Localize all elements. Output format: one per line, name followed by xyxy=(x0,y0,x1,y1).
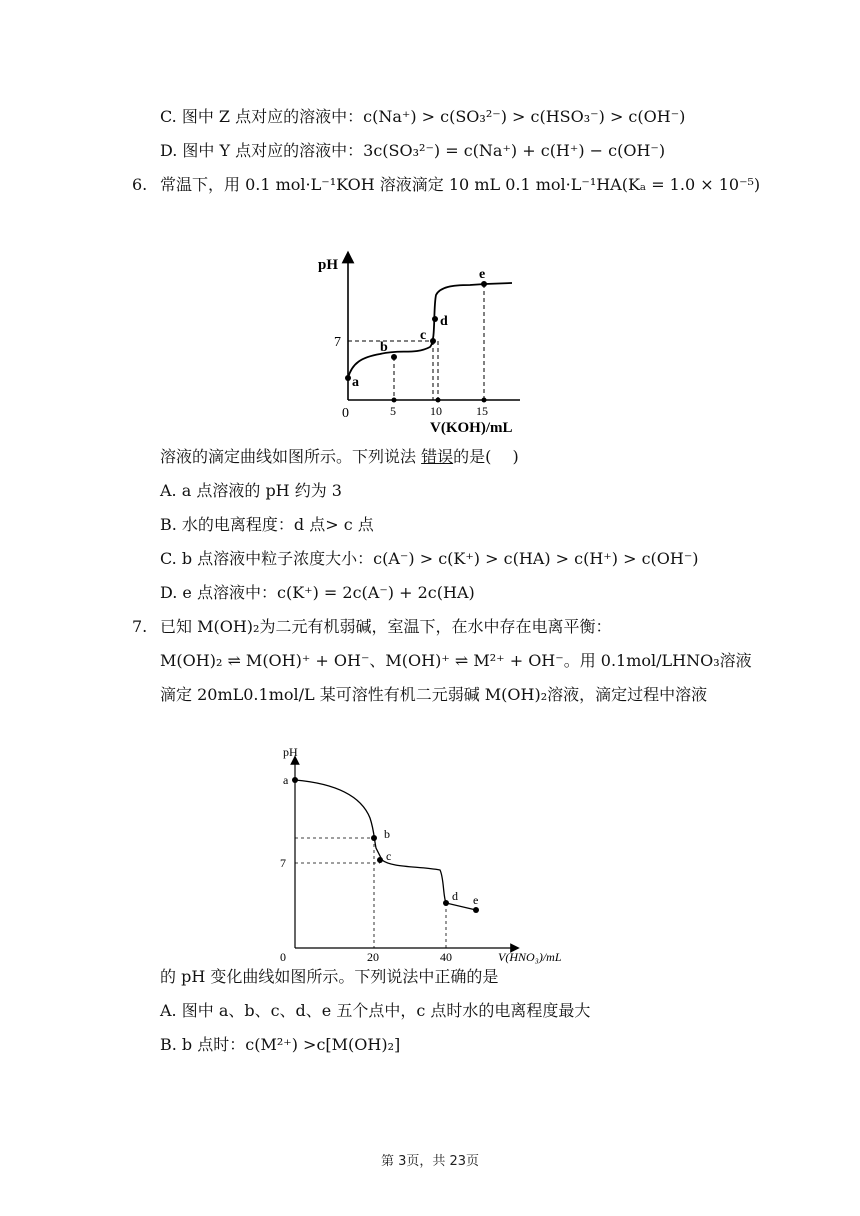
q6-stem-continued: 溶液的滴定曲线如图所示。下列说法 错误的是( ) xyxy=(160,447,519,466)
q6-origin: 0 xyxy=(342,406,349,421)
q7-label-e: e xyxy=(473,893,479,907)
q6-label-b: b xyxy=(380,340,388,355)
q6-titration-figure xyxy=(300,245,570,445)
q7-option-a: A. 图中 a、b、c、d、e 五个点中，c 点时水的电离程度最大 xyxy=(160,1001,591,1020)
q7-x-label: V(HNO₃)/mL xyxy=(498,950,562,964)
q6-curve xyxy=(348,283,512,378)
q6-option-b: B. 水的电离程度：d 点> c 点 xyxy=(160,515,374,534)
q6-point-b xyxy=(391,354,397,360)
q7-stem-line1: 已知 M(OH)₂为二元有机弱碱，室温下，在水中存在电离平衡： xyxy=(160,617,612,636)
q7-option-b: B. b 点时：c(M²⁺) >c[M(OH)₂] xyxy=(160,1035,401,1054)
q6-y-label: pH xyxy=(318,257,339,273)
q7-point-c xyxy=(377,857,383,863)
q6-xtick-5: 5 xyxy=(390,404,396,418)
q7-stem-line2: M(OH)₂ ⇌ M(OH)⁺ + OH⁻、M(OH)⁺ ⇌ M²⁺ + OH⁻。用 0.1mol/LHNO₃溶液 xyxy=(160,651,752,670)
q7-point-b xyxy=(371,835,377,841)
q7-point-d xyxy=(443,900,449,906)
q6-option-d: D. e 点溶液中：c(K⁺) = 2c(A⁻) + 2c(HA) xyxy=(160,583,475,602)
q6-xtick-10: 10 xyxy=(430,404,442,418)
q6-xtick-15: 15 xyxy=(476,404,488,418)
q7-curve xyxy=(295,780,479,910)
q5-option-c: C. 图中 Z 点对应的溶液中：c(Na⁺) > c(SO₃²⁻) > c(HSO₃⁻) > c(OH⁻) xyxy=(160,107,686,126)
q7-stem-line3: 滴定 20mL0.1mol/L 某可溶性有机二元弱碱 M(OH)₂溶液，滴定过程中溶液 xyxy=(160,685,708,704)
q7-number: 7. xyxy=(132,617,148,636)
q7-label-a: a xyxy=(283,773,289,787)
q6-point-d xyxy=(432,316,438,322)
q6-stem: 常温下，用 0.1 mol·L⁻¹KOH 溶液滴定 10 mL 0.1 mol·L⁻¹HA(Kₐ = 1.0 × 10⁻⁵) xyxy=(160,175,761,194)
page-footer: 第 3页，共 23页 xyxy=(380,1154,480,1169)
q6-label-d: d xyxy=(440,314,448,329)
q6-point-c xyxy=(430,338,436,344)
q7-y-label: pH xyxy=(283,745,298,759)
q6-number: 6. xyxy=(132,175,148,194)
q6-x-label: V(KOH)/mL xyxy=(430,420,513,436)
q7-ytick-7: 7 xyxy=(280,856,286,870)
q7-xtick-20: 20 xyxy=(367,950,379,964)
q7-label-b: b xyxy=(384,827,390,841)
q7-xtick-40: 40 xyxy=(440,950,452,964)
q6-label-a: a xyxy=(352,375,359,390)
q6-ytick-7: 7 xyxy=(334,335,341,350)
q7-stem-line4: 的 pH 变化曲线如图所示。下列说法中正确的是 xyxy=(160,967,499,986)
q7-origin: 0 xyxy=(280,950,286,964)
q7-point-e xyxy=(473,907,479,913)
q6-option-a: A. a 点溶液的 pH 约为 3 xyxy=(160,481,342,500)
q7-titration-figure xyxy=(270,738,590,966)
q6-option-c: C. b 点溶液中粒子浓度大小：c(A⁻) > c(K⁺) > c(HA) > c(H⁺) > c(OH⁻) xyxy=(160,549,699,568)
q5-option-d: D. 图中 Y 点对应的溶液中：3c(SO₃²⁻) = c(Na⁺) + c(H⁺) − c(OH⁻) xyxy=(160,141,666,160)
q7-label-d: d xyxy=(452,889,458,903)
q7-label-c: c xyxy=(386,849,392,863)
q7-point-a xyxy=(292,777,298,783)
q6-point-a xyxy=(345,375,351,381)
q6-label-e: e xyxy=(479,267,486,282)
q6-label-c: c xyxy=(420,328,427,343)
